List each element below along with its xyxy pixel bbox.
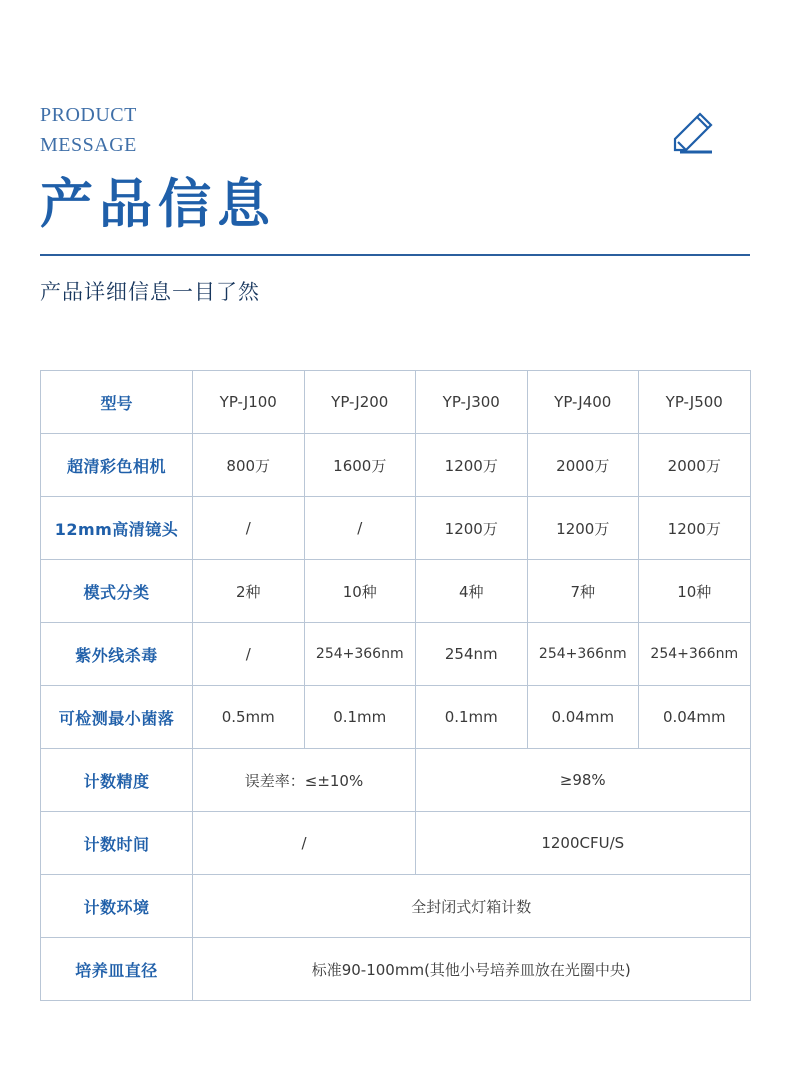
cell-accuracy-left: 误差率：≤±10% <box>193 749 416 812</box>
cell-count-time-right: 1200CFU/S <box>416 812 751 875</box>
table-row <box>41 686 751 749</box>
eyebrow-line-1: PRODUCT <box>40 104 137 126</box>
cell-camera-2: 1600万 <box>304 434 416 497</box>
eyebrow-text <box>40 100 750 160</box>
cell-modes-4: 7种 <box>527 560 639 623</box>
row-label-accuracy: 计数精度 <box>41 749 193 812</box>
model-yp-j400: YP-J400 <box>527 371 639 434</box>
cell-lens-5: 1200万 <box>639 497 751 560</box>
cell-count-time-left: / <box>193 812 416 875</box>
row-label-environment: 计数环境 <box>41 875 193 938</box>
cell-modes-1: 2种 <box>193 560 305 623</box>
cell-uv-5: 254+366nm <box>639 623 751 686</box>
cell-camera-3: 1200万 <box>416 434 528 497</box>
cell-colony-2: 0.1mm <box>304 686 416 749</box>
row-label-model: 型号 <box>41 371 193 434</box>
spec-table <box>40 370 751 1001</box>
cell-uv-4: 254+366nm <box>527 623 639 686</box>
cell-colony-4: 0.04mm <box>527 686 639 749</box>
cell-modes-2: 10种 <box>304 560 416 623</box>
cell-colony-5: 0.04mm <box>639 686 751 749</box>
table-row <box>41 434 751 497</box>
cell-dish-diameter: 标准90-100mm(其他小号培养皿放在光圈中央) <box>193 938 751 1001</box>
cell-accuracy-right: ≥98% <box>416 749 751 812</box>
cell-camera-1: 800万 <box>193 434 305 497</box>
table-row <box>41 749 751 812</box>
cell-uv-2: 254+366nm <box>304 623 416 686</box>
row-label-count-time: 计数时间 <box>41 812 193 875</box>
model-yp-j100: YP-J100 <box>193 371 305 434</box>
table-row <box>41 560 751 623</box>
table-row <box>41 875 751 938</box>
cell-uv-3: 254nm <box>416 623 528 686</box>
spec-table-container <box>40 370 750 1001</box>
table-row <box>41 497 751 560</box>
page-header <box>40 0 750 308</box>
row-label-min-colony: 可检测最小菌落 <box>41 686 193 749</box>
row-label-camera: 超清彩色相机 <box>41 434 193 497</box>
cell-lens-3: 1200万 <box>416 497 528 560</box>
cell-colony-1: 0.5mm <box>193 686 305 749</box>
model-yp-j500: YP-J500 <box>639 371 751 434</box>
header-divider <box>40 254 750 256</box>
cell-environment: 全封闭式灯箱计数 <box>193 875 751 938</box>
model-yp-j300: YP-J300 <box>416 371 528 434</box>
cell-uv-1: / <box>193 623 305 686</box>
pen-icon <box>666 108 718 160</box>
eyebrow-line-2: MESSAGE <box>40 134 137 156</box>
table-row <box>41 623 751 686</box>
model-yp-j200: YP-J200 <box>304 371 416 434</box>
page-subtitle: 产品详细信息一目了然 <box>40 280 260 304</box>
cell-camera-4: 2000万 <box>527 434 639 497</box>
row-label-uv: 紫外线杀毒 <box>41 623 193 686</box>
row-label-dish-diameter: 培养皿直径 <box>41 938 193 1001</box>
cell-modes-3: 4种 <box>416 560 528 623</box>
table-row <box>41 938 751 1001</box>
row-label-modes: 模式分类 <box>41 560 193 623</box>
cell-camera-5: 2000万 <box>639 434 751 497</box>
table-row <box>41 812 751 875</box>
cell-lens-2: / <box>304 497 416 560</box>
cell-lens-4: 1200万 <box>527 497 639 560</box>
table-row <box>41 371 751 434</box>
row-label-lens: 12mm高清镜头 <box>41 497 193 560</box>
page-title: 产品信息 <box>40 174 276 235</box>
cell-colony-3: 0.1mm <box>416 686 528 749</box>
cell-modes-5: 10种 <box>639 560 751 623</box>
cell-lens-1: / <box>193 497 305 560</box>
